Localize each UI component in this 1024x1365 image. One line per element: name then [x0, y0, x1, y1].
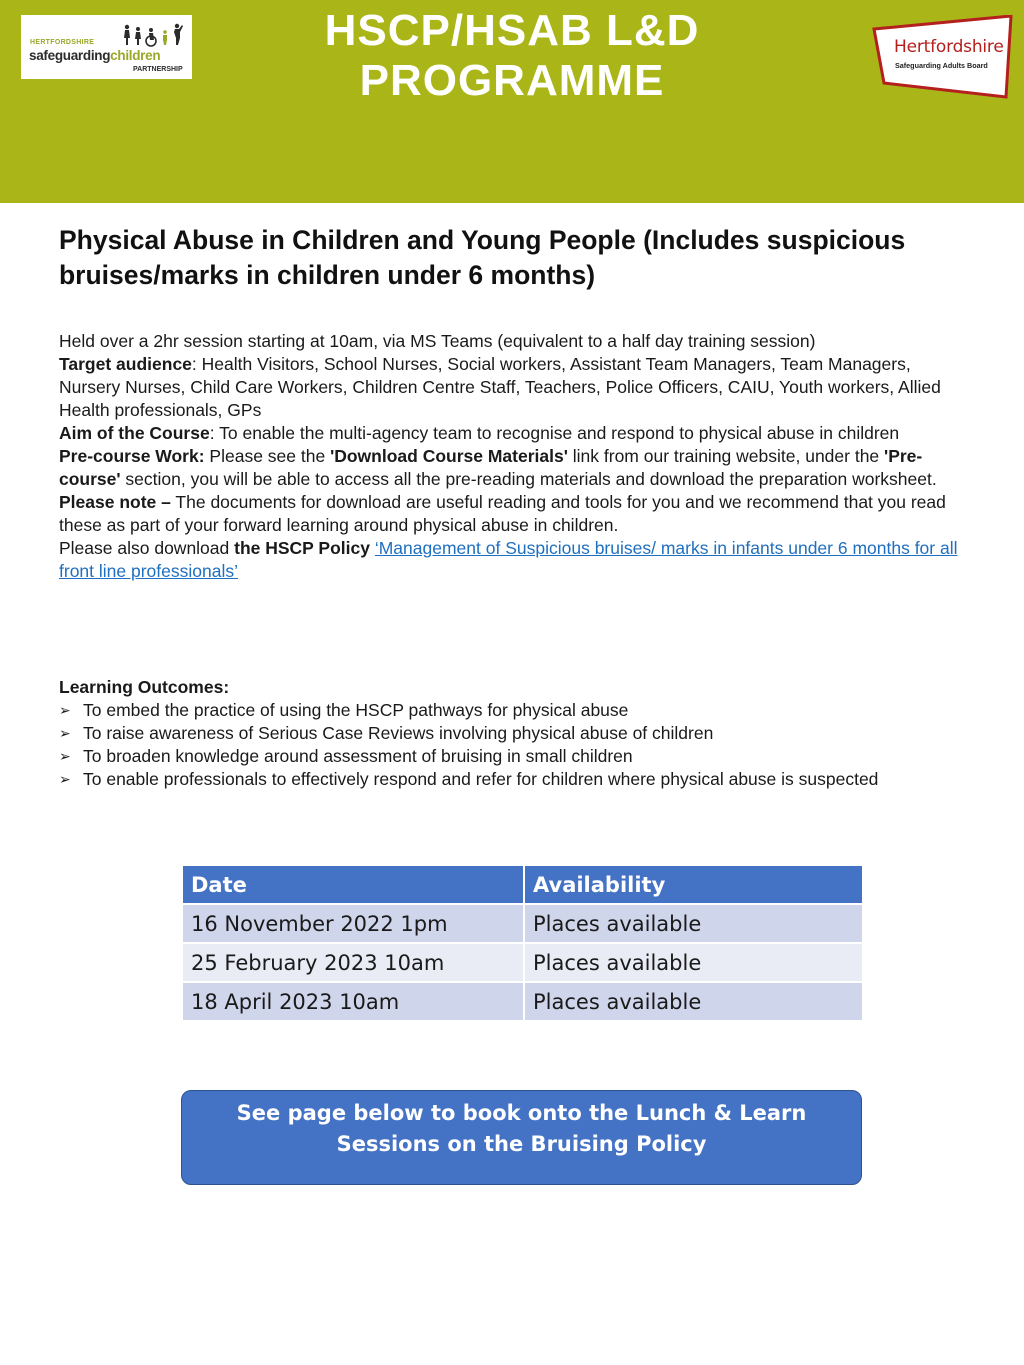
column-header-date: Date [182, 865, 524, 904]
download-materials-label: 'Download Course Materials' [330, 446, 568, 466]
logo-right-sub: Safeguarding Adults Board [895, 61, 988, 70]
target-audience-label: Target audience [59, 354, 192, 374]
policy-download-link[interactable]: ‘Management of Suspicious bruises/ marks in infants under 6 months for all front line professionals’ [59, 538, 958, 581]
logo-left-small-text: HERTFORDSHIRE [30, 39, 95, 46]
course-aim-text: : To enable the multi-agency team to recognise and respond to physical abuse in children [209, 423, 900, 443]
arrow-bullet-icon: ➢ [59, 748, 71, 764]
table-row [182, 904, 863, 943]
session-date: 18 April 2023 10am [182, 982, 524, 1021]
logo-frame-shape [872, 15, 1014, 99]
course-details [59, 330, 969, 583]
session-availability: Places available [524, 943, 863, 982]
page-title-line1: HSCP/HSAB L&D [324, 6, 700, 55]
safeguarding-children-partnership-logo [21, 15, 192, 79]
policy-download-bold: the HSCP Policy [234, 538, 370, 558]
course-aim [59, 422, 969, 445]
pre-course-section-label: 'Pre-course' [59, 446, 923, 489]
list-item [59, 745, 979, 768]
session-info: Held over a 2hr session starting at 10am, via MS Teams (equivalent to a half day training session) [59, 331, 816, 351]
list-item [59, 768, 979, 791]
logo-left-sub-text: PARTNERSHIP [133, 66, 183, 73]
page-title-line2: PROGRAMME [359, 56, 665, 105]
list-item-text: To enable professionals to effectively respond and refer for children where physical abuse is suspected [83, 769, 879, 789]
safeguarding-adults-board-logo [872, 15, 1014, 99]
target-audience-text: : Health Visitors, School Nurses, Social workers, Assistant Team Managers, Team Managers, Nursery Nurses, Child Care Workers, Children Centre Staff, Teachers, Police Officers, CAIU, Youth workers, Allied Health professionals, GPs [59, 354, 941, 420]
policy-download [59, 537, 969, 583]
callout-line2: Sessions on the Bruising Policy [336, 1132, 707, 1156]
logo-left-main-b: children [110, 48, 161, 63]
lunch-learn-callout [181, 1090, 862, 1185]
pre-course-text-2: link from our training website, under the [567, 446, 885, 466]
policy-download-text: Please also download [59, 538, 235, 558]
callout-line1: See page below to book onto the Lunch & Learn [236, 1101, 807, 1125]
session-date: 16 November 2022 1pm [182, 904, 524, 943]
pre-course-work [59, 445, 969, 491]
table-row [182, 982, 863, 1021]
pre-course-text-3: section, you will be able to access all the pre-reading materials and download the preparation worksheet. [120, 469, 937, 489]
please-note-text: The documents for download are useful reading and tools for you and we recommend that you read these as part of your forward learning around physical abuse in children. [59, 492, 946, 535]
course-title: Physical Abuse in Children and Young People (Includes suspicious bruises/marks in children under 6 months) [59, 225, 906, 290]
course-aim-label: Aim of the Course [59, 423, 210, 443]
target-audience [59, 353, 969, 422]
sessions-table [181, 864, 864, 1022]
please-note-label: Please note – [59, 492, 171, 512]
logo-right-name: Hertfordshire [894, 37, 1004, 57]
list-item [59, 722, 979, 745]
list-item-text: To broaden knowledge around assessment of bruising in small children [83, 746, 633, 766]
session-availability: Places available [524, 982, 863, 1021]
pre-course-label: Pre-course Work: [59, 446, 205, 466]
please-note [59, 491, 969, 537]
header-banner [0, 0, 1024, 203]
people-figures-icon [121, 23, 185, 47]
list-item-text: To raise awareness of Serious Case Reviews involving physical abuse of children [83, 723, 714, 743]
list-item-text: To embed the practice of using the HSCP pathways for physical abuse [83, 700, 629, 720]
logo-left-main-a: safeguarding [29, 48, 111, 63]
column-header-availability: Availability [524, 865, 863, 904]
arrow-bullet-icon: ➢ [59, 771, 71, 787]
table-header-row [182, 865, 863, 904]
page-title [262, 6, 762, 106]
learning-outcomes [59, 676, 979, 791]
learning-outcomes-list [59, 699, 979, 791]
arrow-bullet-icon: ➢ [59, 725, 71, 741]
pre-course-text-1: Please see the [204, 446, 331, 466]
session-date: 25 February 2023 10am [182, 943, 524, 982]
list-item [59, 699, 979, 722]
arrow-bullet-icon: ➢ [59, 702, 71, 718]
session-availability: Places available [524, 904, 863, 943]
learning-outcomes-heading: Learning Outcomes: [59, 677, 230, 697]
table-row [182, 943, 863, 982]
logo-left-main-text [29, 48, 160, 63]
